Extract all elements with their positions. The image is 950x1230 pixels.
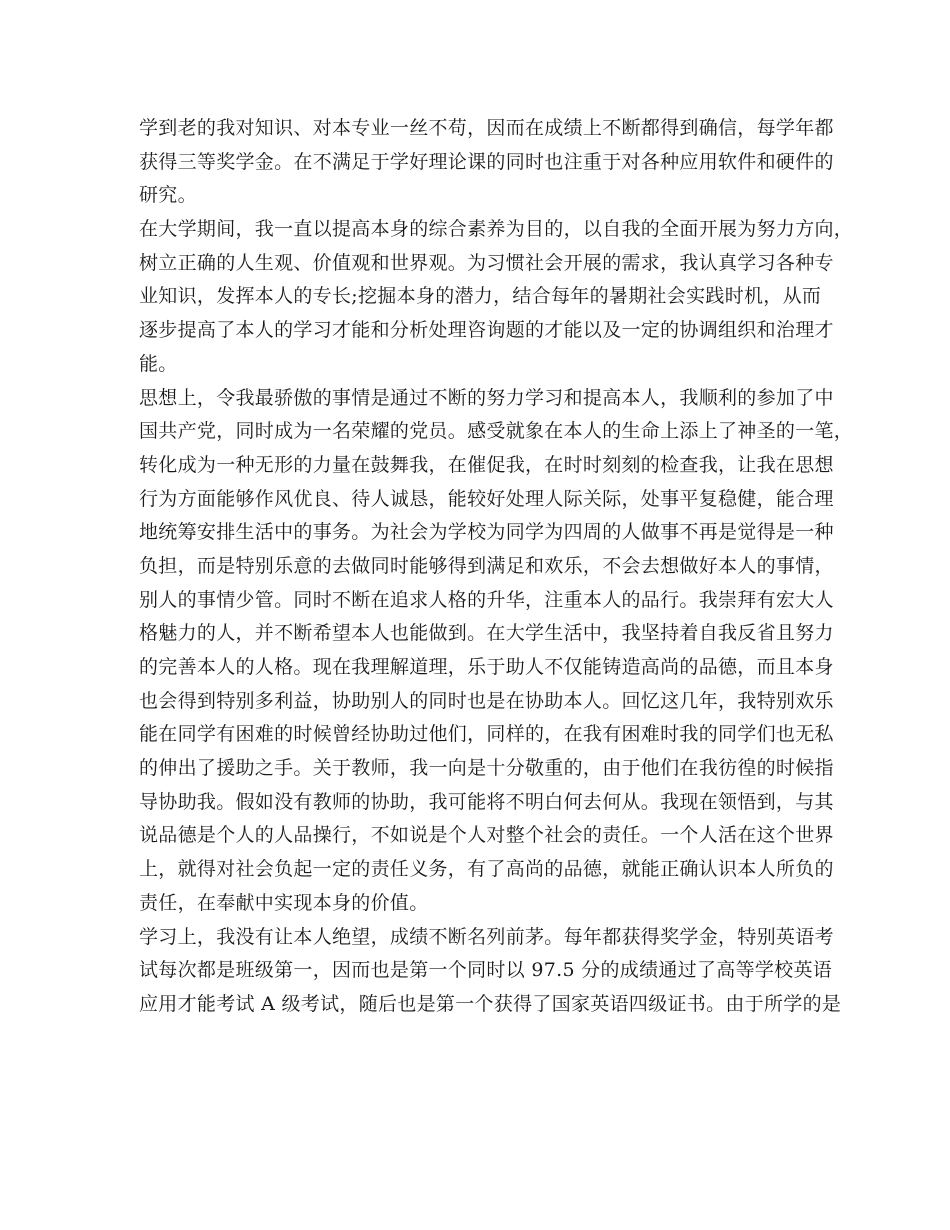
text-line: 别人的事情少管。同时不断在追求人格的升华，注重本人的品行。我崇拜有宏大人 [139,588,834,611]
text-line: 说品德是个人的人品操行，不如说是个人对整个社会的责任。一个人活在这个世界 [139,824,834,847]
text-line: 能在同学有困难的时候曾经协助过他们，同样的，在我有困难时我的同学们也无私 [139,723,834,746]
text-line: 格魅力的人，并不断希望本人也能做到。在大学生活中，我坚持着自我反省且努力 [139,622,834,645]
text-line: 的伸出了援助之手。关于教师，我一向是十分敬重的，由于他们在我彷徨的时候指 [139,757,834,780]
text-line: 转化成为一种无形的力量在鼓舞我，在催促我，在时时刻刻的检查我，让我在思想 [139,453,834,476]
text-line: 思想上，令我最骄傲的事情是通过不断的努力学习和提高本人，我顺利的参加了中 [139,386,834,409]
text-line: 业知识，发挥本人的专长;挖掘本身的潜力，结合每年的暑期社会实践时机，从而 [139,285,822,308]
text-line: 上，就得对社会负起一定的责任义务，有了高尚的品德，就能正确认识本人所负的 [139,858,834,881]
text-line: 能。 [139,352,178,375]
text-line: 学习上，我没有让本人绝望，成绩不断名列前茅。每年都获得奖学金，特别英语考 [139,925,834,948]
text-line: 也会得到特别多利益，协助别人的同时也是在协助本人。回忆这几年，我特别欢乐 [139,689,834,712]
text-line: 责任，在奉献中实现本身的价值。 [139,891,429,914]
text-line: 国共产党，同时成为一名荣耀的党员。感受就象在本人的生命上添上了神圣的一笔， [139,420,854,443]
text-line: 树立正确的人生观、价值观和世界观。为习惯社会开展的需求，我认真学习各种专 [139,251,834,274]
text-line: 的完善本人的人格。现在我理解道理，乐于助人不仅能铸造高尚的品德，而且本身 [139,656,834,678]
text-line: 试每次都是班级第一，因而也是第一个同时以 97.5 分的成绩通过了高等学校英语 [139,959,833,982]
text-line: 地统筹安排生活中的事务。为社会为学校为同学为四周的人做事不再是觉得是一种 [139,521,834,544]
text-line: 导协助我。假如没有教师的协助，我可能将不明白何去何从。我现在领悟到，与其 [139,790,834,813]
text-line: 在大学期间，我一直以提高本身的综合素养为目的，以自我的全面开展为努力方向， [139,218,854,241]
text-line: 获得三等奖学金。在不满足于学好理论课的同时也注重于对各种应用软件和硬件的 [139,150,834,173]
document-body [139,112,854,1022]
text-line: 研究。 [139,184,197,207]
text-line: 应用才能考试 A 级考试，随后也是第一个获得了国家英语四级证书。由于所学的是 [139,992,842,1015]
text-line: 学到老的我对知识、对本专业一丝不苟，因而在成绩上不断都得到确信，每学年都 [139,117,834,139]
text-line: 行为方面能够作风优良、待人诚恳，能较好处理人际关际，处事平复稳健，能合理 [139,487,834,510]
text-line: 逐步提高了本人的学习才能和分析处理咨询题的才能以及一定的协调组织和治理才 [139,319,834,342]
text-line: 负担，而是特别乐意的去做同时能够得到满足和欢乐，不会去想做好本人的事情， [139,554,834,577]
